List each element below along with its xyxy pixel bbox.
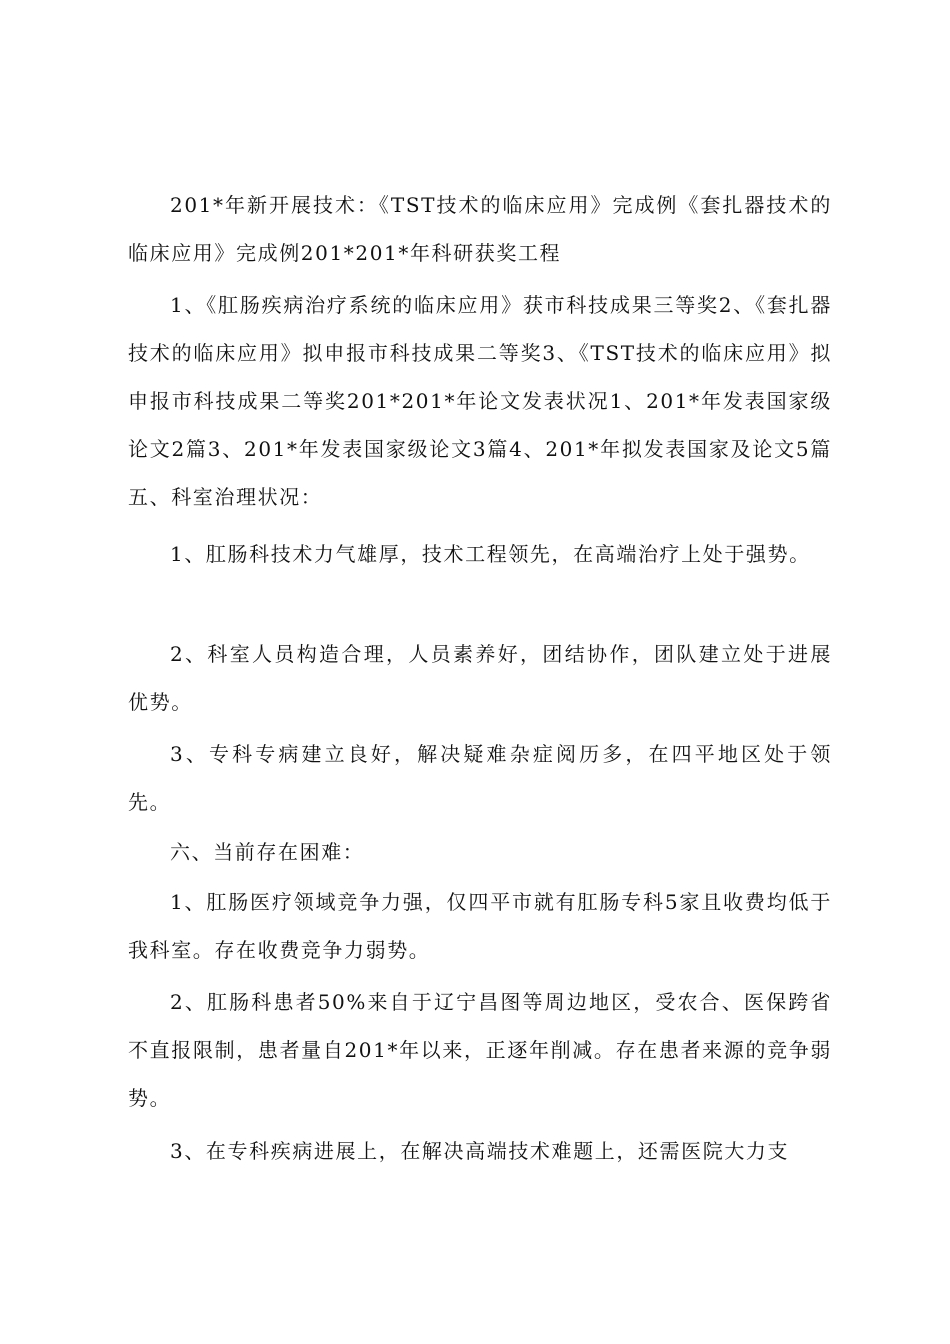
- section-heading-difficulties: 六、当前存在困难：: [170, 840, 365, 864]
- paragraph-strength-1: 1、肛肠科技术力气雄厚，技术工程领先，在高端治疗上处于强势。: [170, 542, 811, 566]
- paragraph-new-techniques: 201*年新开展技术：《TST技术的临床应用》完成例《套扎器技术的临床应用》完成例201*201*年科研获奖工程: [128, 193, 832, 265]
- paragraph-strength-2: 2、科室人员构造合理，人员素养好，团结协作，团队建立处于进展优势。: [128, 642, 832, 714]
- paragraph-research-awards: 1、《肛肠疾病治疗系统的临床应用》获市科技成果三等奖2、《套扎器技术的临床应用》拟申报市科技成果二等奖3、《TST技术的临床应用》拟申报市科技成果二等奖201*201*年论文发表状况1、201*年发表国家级论文2篇3、201*年发表国家级论文3篇4、201*年拟发表国家及论文5篇五、科室治理状况：: [128, 293, 832, 509]
- paragraph-difficulty-2: 2、肛肠科患者50%来自于辽宁昌图等周边地区，受农合、医保跨省不直报限制，患者量自201*年以来，正逐年削减。存在患者来源的竞争弱势。: [128, 990, 832, 1110]
- paragraph-strength-3: 3、专科专病建立良好，解决疑难杂症阅历多，在四平地区处于领先。: [128, 742, 832, 814]
- paragraph-difficulty-3: 3、在专科疾病进展上，在解决高端技术难题上，还需医院大力支: [170, 1139, 790, 1163]
- paragraph-difficulty-1: 1、肛肠医疗领域竞争力强，仅四平市就有肛肠专科5家且收费均低于我科室。存在收费竞争力弱势。: [128, 890, 832, 962]
